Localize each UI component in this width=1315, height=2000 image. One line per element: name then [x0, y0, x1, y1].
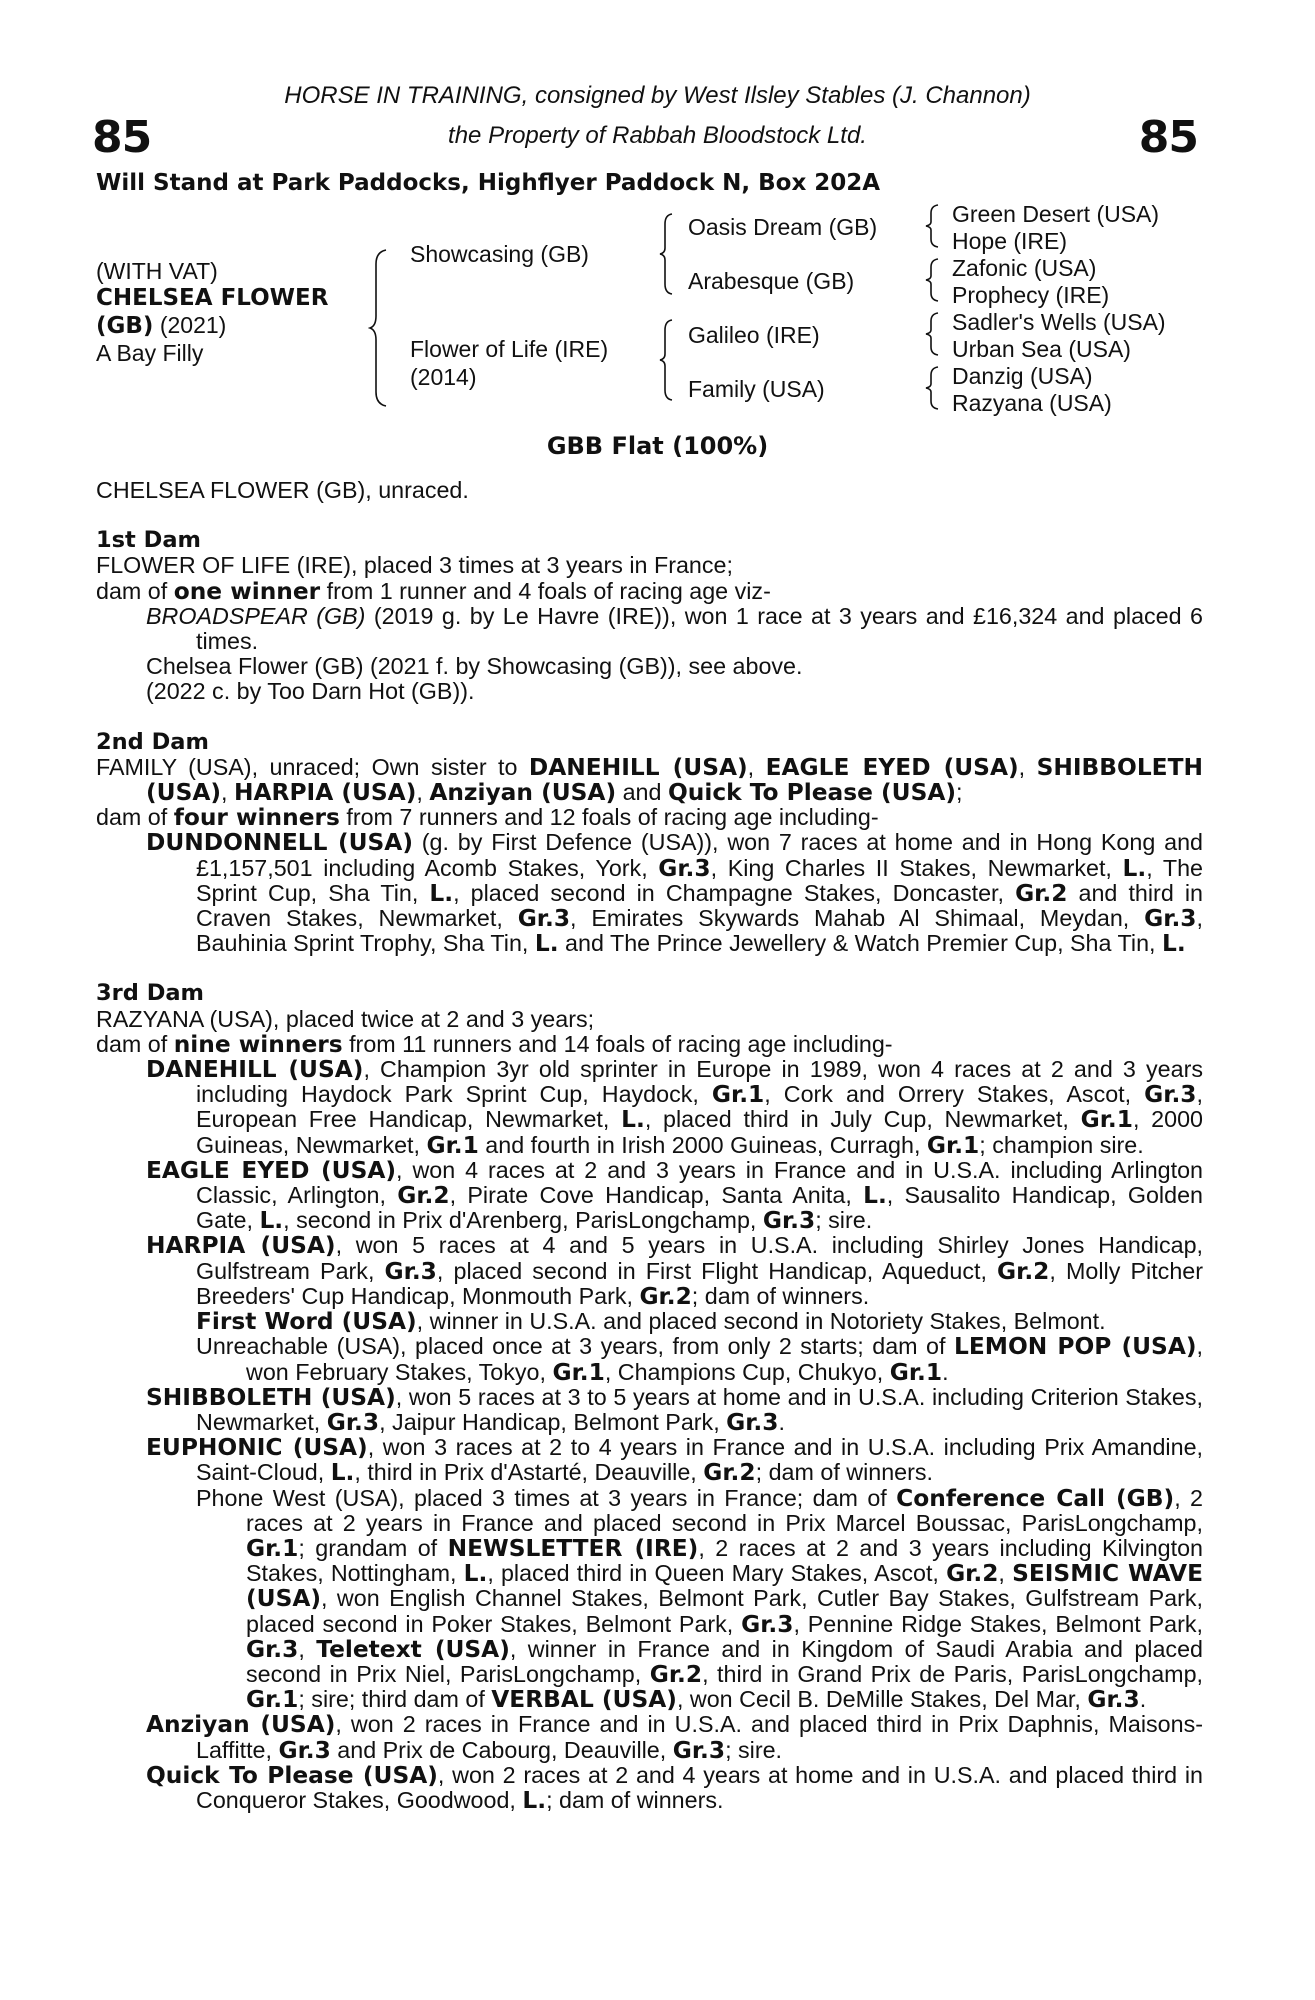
text-run: , placed third in July Cup, Newmarket, — [644, 1106, 1081, 1133]
text-run: dam of — [96, 1030, 174, 1057]
horse-ref: HARPIA (USA) — [233, 779, 417, 807]
text-run: ; sire; third dam of — [298, 1686, 492, 1713]
grade: L. — [259, 1207, 284, 1235]
text-run: ; grandam of — [298, 1534, 448, 1561]
text-run: , Champion 3yr old sprinter in Europe in 1989, won 4 races at 2 and 3 years including Haydock Park Sprint Cup, Haydock, — [196, 1056, 1203, 1108]
text-run: ; — [956, 779, 963, 806]
text-run: , won 4 races at 2 and 3 years in France and in U.S.A. including Arlington Classic, Arlington, — [196, 1156, 1203, 1209]
text-run: and fourth in Irish 2000 Guineas, Curragh, — [478, 1131, 927, 1158]
text-run: and The Prince Jewellery & Watch Premier Cup, Sha Tin, — [558, 930, 1162, 957]
produce-eagle-eyed — [96, 1158, 1203, 1234]
text-run: and third in Craven Stakes, Newmarket, — [196, 879, 1203, 932]
text-run: , — [221, 779, 234, 806]
produce-name: DANEHILL (USA) — [146, 1056, 364, 1084]
dam3-heading: 3rd Dam — [96, 980, 204, 1007]
produce-unreachable — [96, 1334, 1203, 1384]
text-run: from 1 runner and 4 foals of racing age viz- — [320, 577, 771, 604]
brace-dam-parents — [658, 318, 678, 402]
grade: Gr.2 — [397, 1182, 450, 1210]
ancestor-4: Prophecy (IRE) — [952, 282, 1110, 308]
horse-ref: VERBAL (USA) — [491, 1686, 677, 1714]
grade: Gr.2 — [639, 1282, 692, 1310]
dam2-line2 — [96, 805, 1203, 830]
text-run: , — [298, 1635, 317, 1662]
text-run: ; sire. — [725, 1736, 783, 1763]
text-run: , Cork and Orrery Stakes, Ascot, — [764, 1081, 1145, 1108]
grade: L. — [1161, 930, 1186, 958]
produce-name: HARPIA (USA) — [146, 1232, 336, 1260]
produce-name: DUNDONNELL (USA) — [146, 829, 413, 857]
horse-year: (2021) — [153, 312, 227, 338]
horse-ref: EAGLE EYED (USA) — [765, 753, 1019, 781]
dam3-line2 — [96, 1032, 1203, 1057]
text-run: , Pennine Ridge Stakes, Belmont Park, — [793, 1610, 1203, 1637]
grade: Gr.2 — [1015, 879, 1068, 907]
horse-ref: SHIBBOLETH (USA) — [146, 753, 1203, 807]
text-run: , won Cecil B. DeMille Stakes, Del Mar, — [676, 1686, 1088, 1713]
text-run: , — [747, 753, 766, 780]
produce-record: (2019 g. by Le Havre (IRE)), won 1 race at 3 years and £16,324 and placed 6 times. — [196, 602, 1203, 655]
produce-anziyan — [96, 1712, 1203, 1762]
text-run: FAMILY (USA), unraced; Own sister to — [96, 753, 529, 780]
text-run: from 7 runners and 12 foals of racing age including- — [339, 804, 879, 831]
stand-location: Will Stand at Park Paddocks, Highflyer Paddock N, Box 202A — [96, 170, 881, 196]
grade: L. — [621, 1106, 645, 1134]
text-run: Unreachable (USA), placed once at 3 years, from only 2 starts; dam of — [196, 1333, 954, 1360]
text-run: ; sire. — [815, 1207, 873, 1234]
text-run: , third in Prix d'Astarté, Deauville, — [354, 1459, 704, 1486]
text-run: , won English Channel Stakes, Belmont Park, Cutler Bay Stakes, Gulfstream Park, placed second in Poker Stakes, Belmont Park, — [246, 1585, 1203, 1637]
produce-name: BROADSPEAR (GB) — [146, 602, 366, 629]
text-run: , Champions Cup, Chukyo, — [604, 1358, 890, 1385]
text-run: , Pirate Cove Handicap, Santa Anita, — [449, 1182, 864, 1209]
produce-dundonnell — [96, 830, 1203, 956]
horse-description: A Bay Filly — [96, 340, 204, 366]
text-run: ; dam of winners. — [755, 1459, 934, 1486]
ancestor-5: Sadler's Wells (USA) — [952, 309, 1166, 335]
text-run: from 11 runners and 14 foals of racing age including- — [342, 1030, 893, 1057]
produce-harpia — [96, 1233, 1203, 1309]
produce-euphonic — [96, 1435, 1203, 1485]
grade: L. — [1122, 854, 1147, 882]
text-run: , — [416, 779, 430, 806]
produce-name: SHIBBOLETH (USA) — [146, 1383, 396, 1411]
text-run: , King Charles II Stakes, Newmarket, — [710, 854, 1123, 881]
dam-name: Flower of Life (IRE) — [410, 336, 609, 362]
grade: Gr.1 — [426, 1131, 479, 1159]
text-run: , European Free Handicap, Newmarket, — [196, 1081, 1203, 1133]
ancestor-7: Danzig (USA) — [952, 363, 1093, 389]
text-run: , — [998, 1560, 1013, 1587]
grade: L. — [522, 1786, 547, 1814]
text-run: (g. by First Defence (USA)), won 7 races at home and in Hong Kong and £1,157,501 including Acomb Stakes, York, — [196, 829, 1203, 881]
grade: Gr.3 — [1144, 1081, 1197, 1109]
gbb-rating: GBB Flat (100%) — [546, 432, 769, 460]
grade: L. — [463, 1560, 488, 1588]
vat-note: (WITH VAT) — [96, 258, 218, 284]
grade: Gr.3 — [672, 1736, 726, 1764]
horse-ref: Quick To Please (USA) — [667, 779, 957, 807]
brace-g3-1 — [924, 203, 944, 249]
horse-ref: DANEHILL (USA) — [528, 753, 748, 781]
text-run: , winner in France and in Kingdom of Saudi Arabia and placed second in Prix Niel, ParisLongchamp, — [246, 1635, 1203, 1687]
text-run: , Molly Pitcher Breeders' Cup Handicap, Monmouth Park, — [196, 1257, 1203, 1309]
grade: L. — [429, 879, 454, 907]
horse-origin-year — [96, 312, 328, 340]
dam1-line2 — [96, 579, 1203, 604]
grade: L. — [534, 930, 559, 958]
grade: Gr.1 — [711, 1081, 765, 1109]
grade: Gr.3 — [762, 1207, 816, 1235]
text-run: , second in Prix d'Arenberg, ParisLongchamp, — [283, 1207, 763, 1234]
produce-broadspear — [96, 604, 1203, 654]
produce-name: First Word (USA) — [196, 1308, 417, 1336]
text-run: . — [942, 1358, 949, 1385]
horse-ref: Anziyan (USA) — [429, 779, 617, 807]
text-run: dam of — [96, 804, 174, 831]
consignor-line: HORSE IN TRAINING, consigned by West Ilsley Stables (J. Channon) — [284, 82, 1031, 109]
dam2-line1 — [96, 755, 1203, 805]
text-run: dam of — [96, 577, 174, 604]
grade: Gr.3 — [246, 1635, 299, 1663]
text-run: , won 2 races in France and in U.S.A. and placed third in Prix Daphnis, Maisons-Laffitte, — [196, 1711, 1203, 1763]
grade: Gr.3 — [384, 1257, 437, 1285]
grade: Gr.1 — [246, 1534, 299, 1562]
ancestor-1: Green Desert (USA) — [952, 201, 1160, 227]
text-run: , won 5 races at 4 and 5 years in U.S.A. including Shirley Jones Handicap, Gulfstream Park, — [196, 1232, 1204, 1284]
text-run: . — [778, 1408, 785, 1435]
grade: L. — [330, 1459, 355, 1487]
text-run: , placed second in Champagne Stakes, Doncaster, — [453, 879, 1016, 906]
horse-name: CHELSEA FLOWER — [96, 285, 329, 311]
dam-year: (2014) — [410, 364, 477, 390]
grade: Gr.1 — [926, 1131, 980, 1159]
grade: Gr.3 — [1144, 905, 1197, 933]
text-run: , won 5 races at 3 to 5 years at home and in U.S.A. including Criterion Stakes, Newmarket, — [196, 1383, 1204, 1435]
sire-dam: Arabesque (GB) — [688, 268, 855, 294]
dam-sire: Galileo (IRE) — [688, 322, 820, 348]
horse-ref: Conference Call (GB) — [896, 1484, 1175, 1512]
lot-number-right: 85 — [1138, 112, 1198, 163]
text-run: , placed third in Queen Mary Stakes, Ascot, — [487, 1560, 947, 1587]
text-run: , 2 races at 2 and 3 years including Kilvington Stakes, Nottingham, — [246, 1534, 1203, 1587]
grade: Gr.2 — [946, 1560, 999, 1588]
grade: Gr.3 — [326, 1408, 380, 1436]
text-run: Phone West (USA), placed 3 times at 3 years in France; dam of — [196, 1484, 897, 1511]
grade: Gr.3 — [741, 1610, 794, 1638]
text-run: and — [616, 779, 668, 806]
horse-ref: Teletext (USA) — [316, 1635, 510, 1663]
produce-quick-to-please — [96, 1763, 1203, 1813]
ancestor-6: Urban Sea (USA) — [952, 336, 1131, 362]
text-run: , 2000 Guineas, Newmarket, — [196, 1106, 1203, 1158]
grade: Gr.1 — [246, 1686, 299, 1714]
grade: Gr.3 — [1087, 1686, 1140, 1714]
grade: Gr.3 — [278, 1736, 331, 1764]
ancestor-3: Zafonic (USA) — [952, 255, 1097, 281]
text-run: , third in Grand Prix de Paris, ParisLongchamp, — [702, 1660, 1203, 1687]
produce-danehill — [96, 1057, 1203, 1158]
produce-shibboleth — [96, 1385, 1203, 1435]
brace-g3-2 — [924, 257, 944, 303]
text-run: , The Sprint Cup, Sha Tin, — [196, 854, 1203, 906]
grade: Gr.1 — [552, 1358, 605, 1386]
produce-name: Anziyan (USA) — [146, 1711, 336, 1739]
text-run: , Jaipur Handicap, Belmont Park, — [379, 1408, 727, 1435]
grade: Gr.3 — [726, 1408, 779, 1436]
text-run: , — [1018, 753, 1037, 780]
dam-dam: Family (USA) — [688, 376, 825, 402]
text-run: ; champion sire. — [979, 1131, 1144, 1158]
lot-number-left: 85 — [92, 112, 152, 163]
winner-count: one winner — [173, 577, 321, 605]
horse-block — [96, 258, 328, 367]
winner-count: four winners — [173, 804, 340, 832]
text-run: and Prix de Cabourg, Deauville, — [330, 1736, 673, 1763]
ancestor-8: Razyana (USA) — [952, 390, 1112, 416]
grade: Gr.3 — [658, 854, 711, 882]
horse-country: (GB) — [96, 313, 154, 339]
catalogue-text — [96, 478, 1203, 1813]
dam2-heading: 2nd Dam — [96, 728, 209, 755]
grade: L. — [863, 1182, 887, 1210]
horse-ref: SEISMIC WAVE (USA) — [246, 1560, 1203, 1613]
text-run: , Emirates Skywards Mahab Al Shimaal, Meydan, — [570, 905, 1145, 932]
brace-sire-dam — [368, 248, 392, 408]
winner-count: nine winners — [173, 1030, 343, 1058]
dam3-line1: RAZYANA (USA), placed twice at 2 and 3 years; — [96, 1005, 595, 1032]
dam1-line1: FLOWER OF LIFE (IRE), placed 3 times at 3 years in France; — [96, 552, 733, 579]
ancestor-2: Hope (IRE) — [952, 228, 1068, 254]
dam1-heading: 1st Dam — [96, 527, 201, 554]
produce-name: EAGLE EYED (USA) — [146, 1156, 397, 1184]
text-run: , won 3 races at 2 to 4 years in France and in U.S.A. including Prix Amandine, Saint-Cloud, — [196, 1434, 1203, 1486]
brace-sire-parents — [658, 212, 678, 296]
sire-sire: Oasis Dream (GB) — [688, 214, 878, 240]
grade: Gr.1 — [1080, 1106, 1133, 1134]
produce-name: EUPHONIC (USA) — [146, 1434, 368, 1462]
grade: Gr.3 — [517, 905, 571, 933]
grade: Gr.2 — [997, 1257, 1050, 1285]
produce-chelsea-flower: Chelsea Flower (GB) (2021 f. by Showcasing (GB)), see above. — [146, 653, 803, 680]
brace-g3-4 — [924, 365, 944, 411]
horse-ref: NEWSLETTER (IRE) — [447, 1534, 699, 1562]
property-line: the Property of Rabbah Bloodstock Ltd. — [448, 122, 867, 149]
text-run: , 2 races at 2 years in France and placed second in Prix Marcel Boussac, ParisLongchamp, — [246, 1484, 1203, 1536]
sire: Showcasing (GB) — [410, 241, 589, 267]
text-run: , Sausalito Handicap, Golden Gate, — [196, 1182, 1203, 1234]
text-run: , Bauhinia Sprint Trophy, Sha Tin, — [196, 905, 1203, 957]
text-run: , winner in U.S.A. and placed second in Notoriety Stakes, Belmont. — [416, 1308, 1106, 1335]
produce-name: Quick To Please (USA) — [146, 1761, 438, 1789]
text-run: , won 2 races at 2 and 4 years at home and in U.S.A. and placed third in Conqueror Stakes, Goodwood, — [196, 1761, 1203, 1813]
produce-phone-west — [96, 1486, 1203, 1713]
grade: Gr.2 — [703, 1459, 756, 1487]
horse-ref: LEMON POP (USA) — [954, 1333, 1197, 1361]
produce-2022: (2022 c. by Too Darn Hot (GB)). — [146, 678, 475, 705]
text-run: , placed second in First Flight Handicap, Aqueduct, — [436, 1257, 998, 1284]
grade: Gr.2 — [649, 1660, 703, 1688]
grade: Gr.1 — [889, 1358, 943, 1386]
text-run: , won February Stakes, Tokyo, — [246, 1333, 1203, 1385]
produce-first-word — [96, 1309, 1203, 1334]
text-run: . — [1139, 1686, 1147, 1713]
text-run: ; dam of winners. — [691, 1282, 870, 1309]
text-run: ; dam of winners. — [546, 1786, 724, 1813]
intro-line: CHELSEA FLOWER (GB), unraced. — [96, 477, 469, 503]
brace-g3-3 — [924, 311, 944, 357]
